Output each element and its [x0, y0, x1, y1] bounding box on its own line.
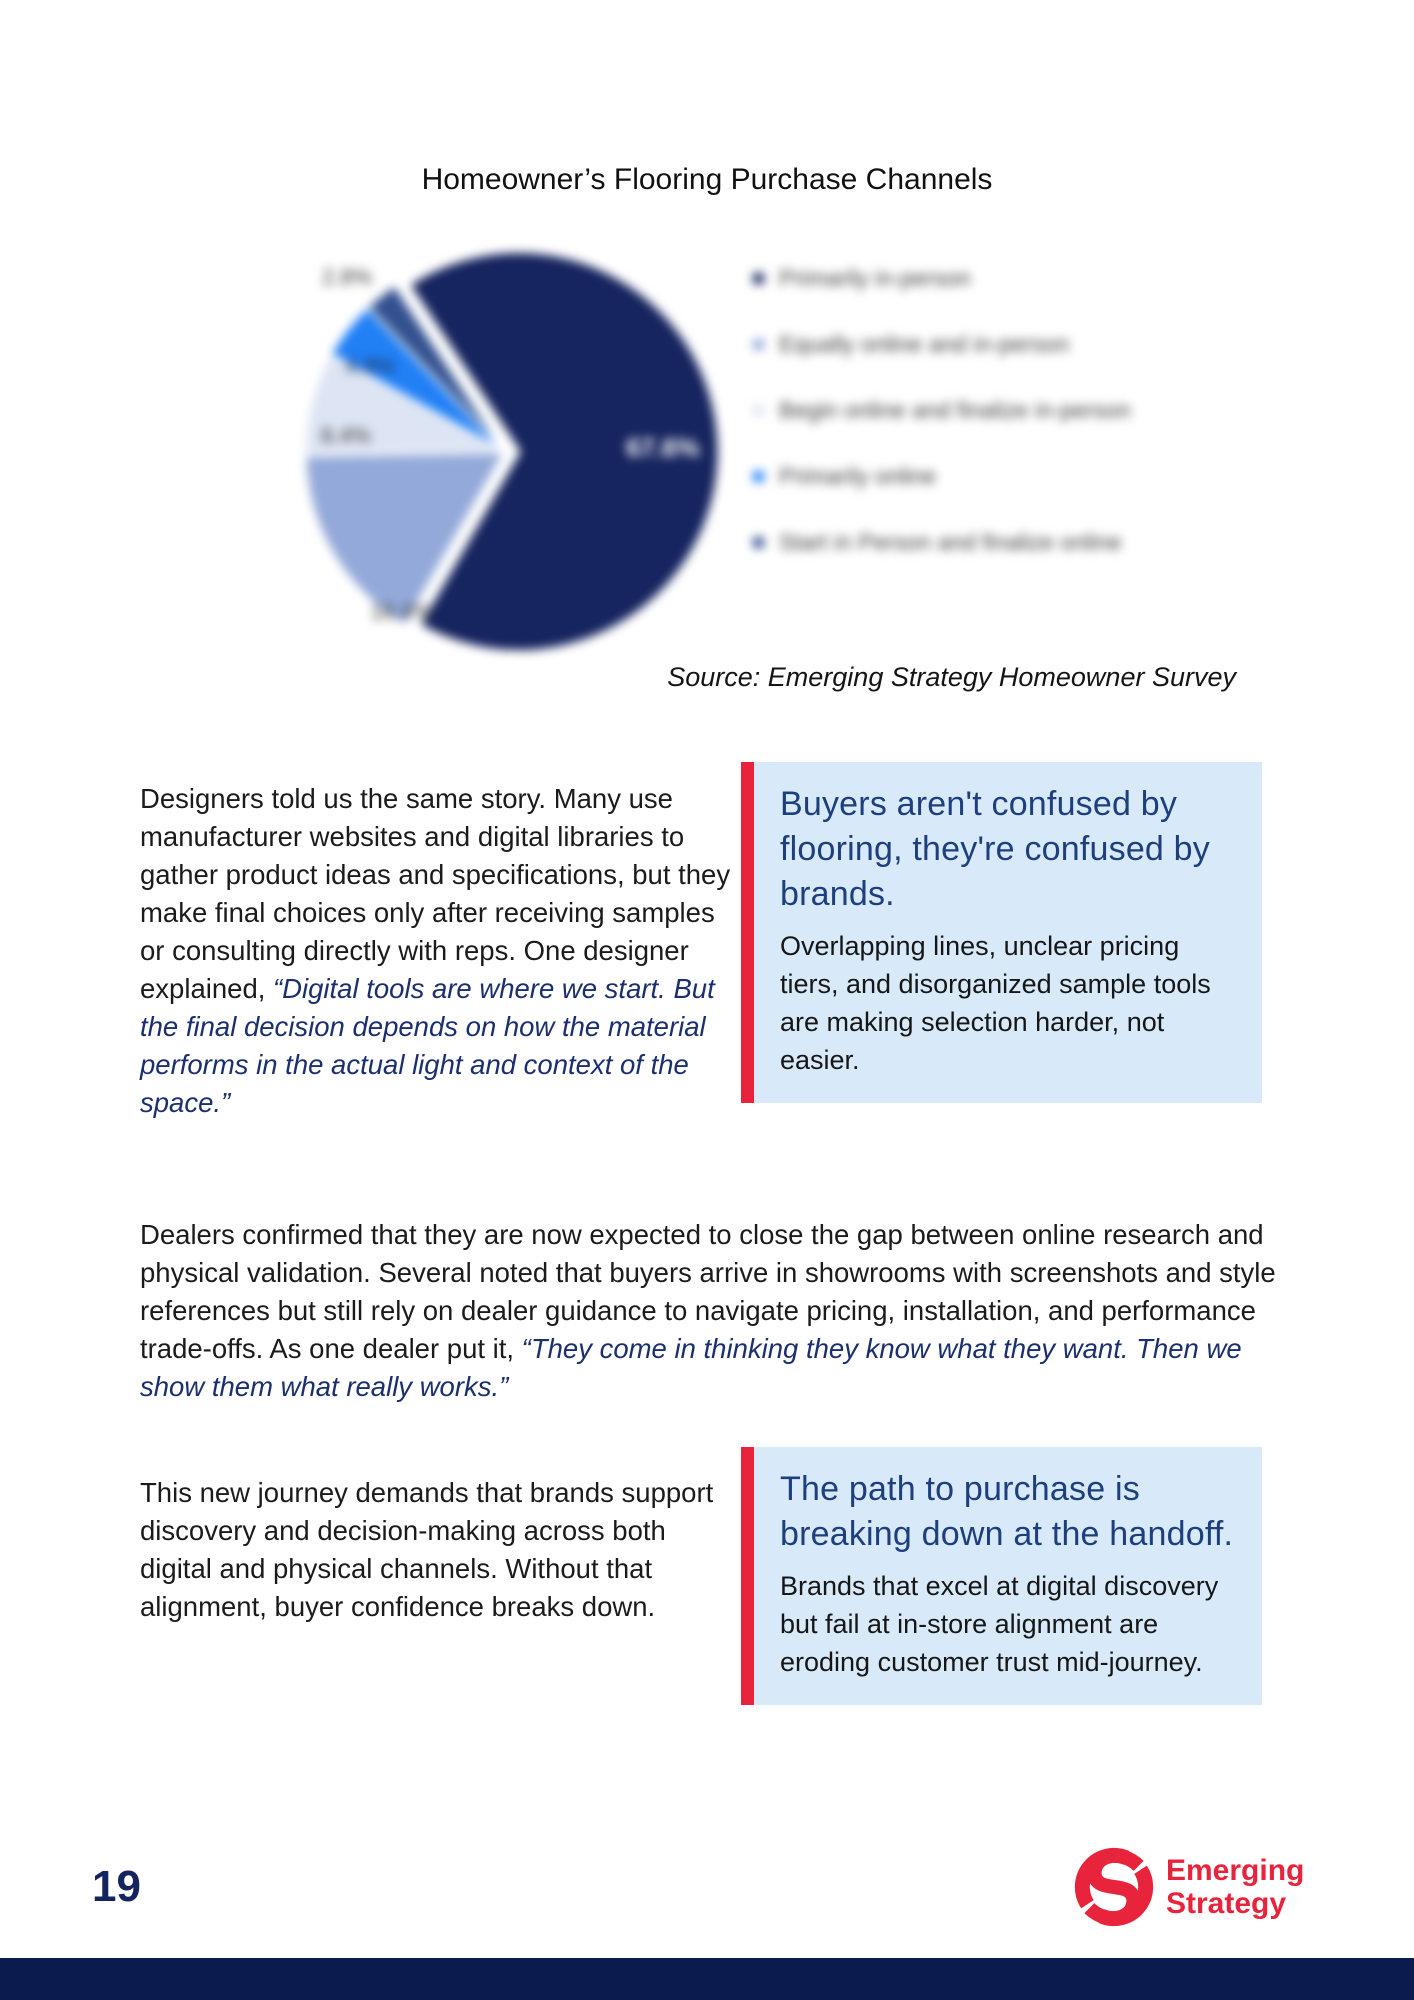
callout-title: Buyers aren't confused by flooring, they're confused by brands. [780, 785, 1210, 913]
logo-s-icon [1070, 1843, 1158, 1931]
legend-label: Start in Person and finalize online [779, 528, 1122, 555]
callout-title: The path to purchase is breaking down at the handoff. [780, 1470, 1234, 1553]
callout-accent-bar [741, 1447, 754, 1705]
callout-body: Overlapping lines, unclear pricing tiers, and disorganized sample tools are making selection harder, not easier. [780, 931, 1211, 1075]
legend-bullet [753, 471, 764, 482]
legend-bullet [753, 339, 764, 350]
paragraph-dealers-text: Dealers confirmed that they are now expected to close the gap between online research and physical validation. Several noted that buyers arrive in showrooms with screenshots and style references but still rely on dealer guidance to navigate pricing, installation, and performance trade-offs. As one dealer put it, [140, 1218, 1276, 1364]
callout-body: Brands that excel at digital discovery but fail at in-store alignment are eroding customer trust mid-journey. [780, 1571, 1219, 1677]
legend-item [753, 245, 1131, 311]
logo-line1: Emerging [1166, 1854, 1305, 1887]
legend-bullet [753, 273, 764, 284]
chart-legend [753, 245, 1131, 575]
paragraph-designers [140, 780, 735, 1122]
paragraph-designers-text: Designers told us the same story. Many use manufacturer websites and digital libraries to gather product ideas and specifications, but they make final choices only after receiving samples or consulting directly with reps. One designer explained, [140, 782, 731, 1004]
legend-label: Begin online and finalize in-person [779, 396, 1131, 423]
pie-slice-label: 67.6% [626, 432, 700, 463]
legend-item [753, 443, 1131, 509]
legend-item [753, 509, 1131, 575]
page-number: 19 [92, 1862, 141, 1911]
pie-chart [285, 232, 725, 672]
legend-label: Primarily in-person [779, 264, 971, 291]
pie-slice-label: 2.8% [322, 264, 373, 290]
designer-quote: “Digital tools are where we start. But the final decision depends on how the material performs in the actual light and context of the space.” [140, 972, 715, 1118]
bottom-accent-bar [0, 1958, 1414, 2000]
legend-item [753, 311, 1131, 377]
emerging-strategy-logo [1070, 1843, 1304, 1931]
callout-box [754, 762, 1262, 1103]
chart-title: Homeowner’s Flooring Purchase Channels [421, 163, 993, 196]
callout-accent-bar [741, 762, 754, 1103]
chart-source: Source: Emerging Strategy Homeowner Survey [667, 662, 1236, 692]
pie-slice-label: 16.4% [370, 599, 433, 625]
legend-label: Primarily online [779, 462, 937, 489]
logo-wordmark [1166, 1854, 1304, 1920]
callout-path-to-purchase [741, 1447, 1262, 1705]
pie-slice-label: 4.8% [344, 353, 396, 379]
callout-box [754, 1447, 1262, 1705]
legend-bullet [753, 405, 764, 416]
paragraph-dealers [140, 1216, 1285, 1406]
legend-item [753, 377, 1131, 443]
pie-slice-label: 8.4% [320, 422, 371, 448]
callout-buyers-confused [741, 762, 1262, 1103]
logo-line2: Strategy [1166, 1887, 1287, 1920]
dealer-quote: “They come in thinking they know what they want. Then we show them what really works.” [140, 1332, 1242, 1402]
legend-bullet [753, 537, 764, 548]
paragraph-journey: This new journey demands that brands support discovery and decision-making across both digital and physical channels. Without that alignment, buyer confidence breaks down. [140, 1476, 714, 1622]
legend-label: Equally online and in-person [779, 330, 1070, 357]
pie-chart-figure [0, 200, 1414, 675]
